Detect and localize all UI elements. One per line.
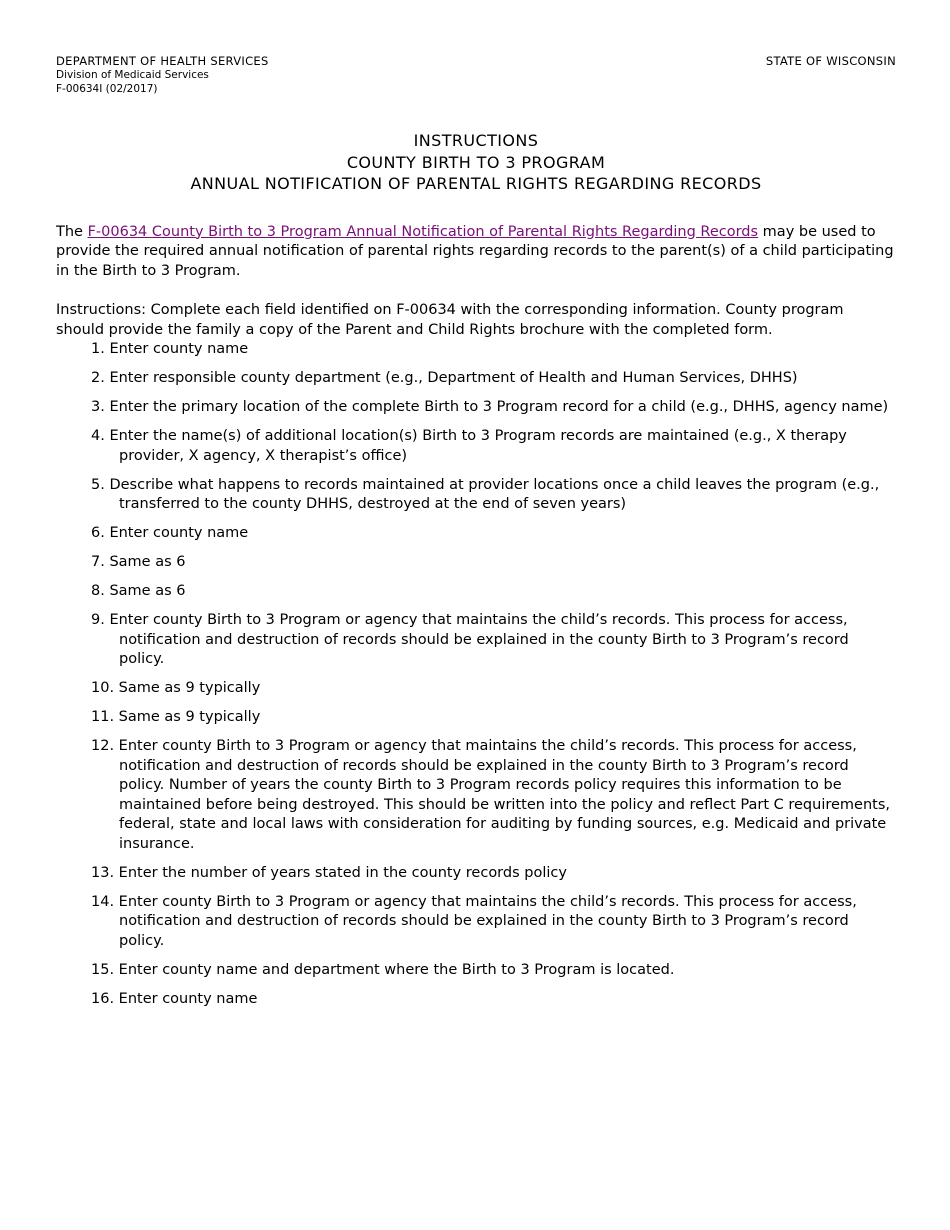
- step-number: 10.: [91, 680, 115, 696]
- intro-suffix: may be used to provide the required annual notification of parental rights regarding records to the parent(s) of a child participating in the Birth to 3 Program.: [56, 223, 894, 279]
- step-item: [91, 553, 896, 573]
- step-text: Enter county Birth to 3 Program or agency that maintains the child’s records. This process for access, notification and destruction of records should be explained in the county Birth to 3 Program’s record policy.: [109, 612, 849, 667]
- step-text: Enter county Birth to 3 Program or agency that maintains the child’s records. This process for access, notification and destruction of records should be explained in the county Birth to 3 Program’s record policy.: [118, 893, 857, 949]
- step-number: 5.: [91, 476, 105, 493]
- step-number: 1.: [91, 341, 105, 357]
- document-page: [56, 54, 896, 1019]
- step-item: [91, 679, 896, 699]
- header-left: [56, 54, 269, 96]
- step-item: [91, 893, 896, 952]
- step-item: [91, 340, 896, 360]
- step-text: Enter responsible county department (e.g., Department of Health and Human Services, DHHS): [109, 370, 798, 386]
- division-name: Division of Medicaid Services: [56, 69, 209, 81]
- step-number: 2.: [91, 370, 105, 386]
- step-number: 8.: [91, 583, 105, 599]
- step-item: [91, 611, 896, 670]
- step-text: Same as 9 typically: [118, 709, 261, 725]
- step-number: 9.: [91, 612, 105, 628]
- step-text: Enter county name and department where the Birth to 3 Program is located.: [118, 961, 675, 978]
- document-header: [56, 54, 896, 100]
- step-item: [91, 864, 896, 884]
- step-text: Enter the primary location of the complete Birth to 3 Program record for a child (e.g., DHHS, agency name): [109, 399, 889, 415]
- step-number: 14.: [91, 893, 115, 910]
- step-item: [91, 990, 896, 1010]
- title-line-2: COUNTY BIRTH TO 3 PROGRAM: [346, 152, 606, 172]
- form-code: F-00634I (02/2017): [56, 83, 158, 95]
- title-line-3: ANNUAL NOTIFICATION OF PARENTAL RIGHTS REGARDING RECORDS: [190, 174, 762, 193]
- step-text: Same as 6: [109, 583, 186, 599]
- step-number: 6.: [91, 525, 105, 541]
- step-item: [91, 582, 896, 602]
- form-link[interactable]: F-00634 County Birth to 3 Program Annual Notification of Parental Rights Regarding Records: [87, 223, 759, 240]
- department-name: DEPARTMENT OF HEALTH SERVICES: [56, 54, 269, 68]
- step-text: Same as 9 typically: [118, 680, 261, 696]
- step-item: [91, 427, 896, 466]
- step-text: Enter county name: [118, 990, 258, 1007]
- step-item: [91, 476, 896, 515]
- step-text: Enter county name: [109, 341, 249, 357]
- step-text: Same as 6: [109, 554, 186, 570]
- step-number: 15.: [91, 961, 115, 978]
- intro-prefix: The: [56, 223, 88, 240]
- step-number: 11.: [91, 709, 115, 725]
- step-text: Enter the name(s) of additional location(s) Birth to 3 Program records are maintained (e.g., X therapy provider, X agency, X therapist’s office): [109, 428, 847, 464]
- step-number: 4.: [91, 428, 105, 444]
- step-item: [91, 369, 896, 389]
- step-text: Enter county Birth to 3 Program or agency that maintains the child’s records. This process for access, notification and destruction of records should be explained in the county Birth to 3 Program’s record policy. Number of years the county Birth to 3 Program records policy requires this information to be maintained before being destroyed. This should be written into the policy and reflect Part C requirements, federal, state and local laws with consideration for auditing by funding sources, e.g. Medicaid and private insurance.: [118, 738, 891, 852]
- step-item: [91, 708, 896, 728]
- title-line-1: INSTRUCTIONS: [413, 131, 539, 150]
- step-item: [91, 737, 896, 854]
- step-item: [91, 961, 896, 981]
- step-text: Enter county name: [109, 525, 249, 541]
- step-item: [91, 524, 896, 544]
- step-item: [91, 398, 896, 418]
- step-number: 7.: [91, 554, 105, 570]
- intro-paragraph: [56, 223, 896, 282]
- step-number: 16.: [91, 990, 115, 1007]
- step-number: 13.: [91, 864, 115, 881]
- instructions-paragraph: Instructions: Complete each field identified on F-00634 with the corresponding information. County program should provide the family a copy of the Parent and Child Rights brochure with the completed form.: [56, 302, 844, 338]
- step-number: 3.: [91, 399, 105, 415]
- state-name: STATE OF WISCONSIN: [765, 54, 896, 68]
- step-number: 12.: [91, 738, 115, 754]
- instruction-steps: [56, 340, 896, 1009]
- step-text: Enter the number of years stated in the county records policy: [118, 864, 567, 881]
- step-text: Describe what happens to records maintained at provider locations once a child leaves the program (e.g., transferred to the county DHHS, destroyed at the end of seven years): [109, 476, 880, 512]
- document-title: [56, 130, 896, 195]
